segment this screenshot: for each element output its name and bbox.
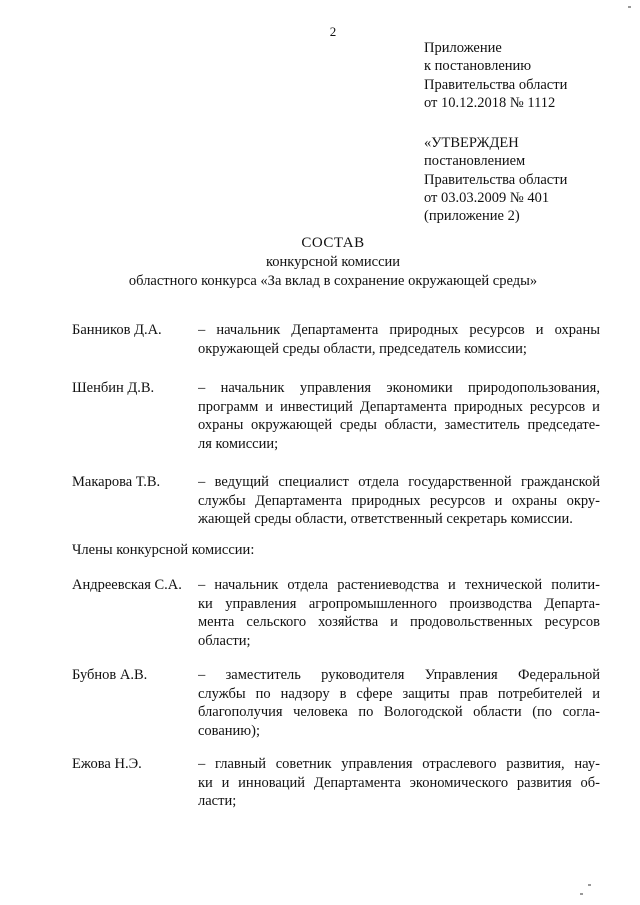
page-number: 2 — [329, 24, 337, 39]
approved-line: «УТВЕРЖДЕН — [424, 135, 519, 151]
appendix-line: Приложение — [424, 40, 502, 56]
members-heading: Члены конкурсной комиссии: — [72, 542, 255, 558]
approved-line: постановлением — [424, 153, 526, 170]
title-main: СОСТАВ — [301, 235, 365, 251]
role-line: службы Департамента природных ресурсов и охраны окру- — [198, 492, 600, 509]
role-line: сованию); — [198, 722, 260, 739]
document-title — [0, 234, 640, 291]
member-name: Банников Д.А. — [72, 322, 162, 338]
role-line: окружающей среды области, председатель комиссии; — [198, 340, 527, 357]
member-name: Ежова Н.Э. — [72, 756, 142, 772]
scan-speck — [628, 6, 631, 8]
appendix-line: Правительства области — [424, 76, 568, 93]
role-line: жающей среды области, ответственный секретарь комиссии. — [198, 511, 573, 527]
role-line: – ведущий специалист отдела государственной гражданской — [198, 474, 600, 490]
approved-line: (приложение 2) — [424, 208, 520, 225]
role-line: благополучия человека по Вологодской области (по согла- — [198, 704, 600, 720]
member-role — [198, 379, 600, 453]
role-line: – начальник отдела растениеводства и технической полити- — [198, 577, 600, 593]
approved-line: от 03.03.2009 № 401 — [424, 189, 550, 206]
role-line: области; — [198, 632, 251, 649]
title-contest-name: областного конкурса «За вклад в сохранение окружающей среды» — [128, 273, 538, 289]
member-role — [198, 473, 600, 529]
role-line: программ и инвестиций Департамента природных ресурсов и — [198, 398, 600, 415]
role-line: – главный советник управления отраслевого развития, нау- — [198, 756, 600, 772]
approved-block — [424, 134, 567, 225]
member-role — [198, 576, 600, 650]
role-line: – заместитель руководителя Управления Федеральной — [198, 667, 600, 683]
scan-speck — [588, 884, 591, 886]
role-line: – начальник Департамента природных ресурсов и охраны — [198, 322, 600, 338]
role-line: ласти; — [198, 793, 237, 809]
member-name: Андреевская С.А. — [72, 577, 182, 593]
role-line: ля комиссии; — [198, 435, 279, 452]
approved-line: Правительства области — [424, 171, 568, 188]
member-role — [198, 755, 600, 811]
role-line: ки и инноваций Департамента экономического развития об- — [198, 774, 600, 791]
member-name: Бубнов А.В. — [72, 667, 148, 683]
member-role — [198, 666, 600, 740]
role-line: мента сельского хозяйства и продовольственных ресурсов — [198, 614, 600, 630]
member-name: Шенбин Д.В. — [72, 380, 155, 396]
role-line: охраны окружающей среды области, заместитель председате- — [198, 417, 600, 433]
role-line: службы по надзору в сфере защиты прав потребителей и — [198, 685, 600, 702]
member-name: Макарова Т.В. — [72, 474, 161, 490]
scan-speck — [580, 893, 583, 895]
title-subtitle: конкурсной комиссии — [265, 254, 401, 270]
appendix-block — [424, 39, 567, 112]
member-role — [198, 321, 600, 358]
role-line: ки управления агропромышленного производства Департа- — [198, 595, 600, 612]
appendix-line: от 10.12.2018 № 1112 — [424, 94, 556, 111]
appendix-line: к постановлению — [424, 58, 532, 75]
role-line: – начальник управления экономики природопользования, — [198, 380, 600, 396]
